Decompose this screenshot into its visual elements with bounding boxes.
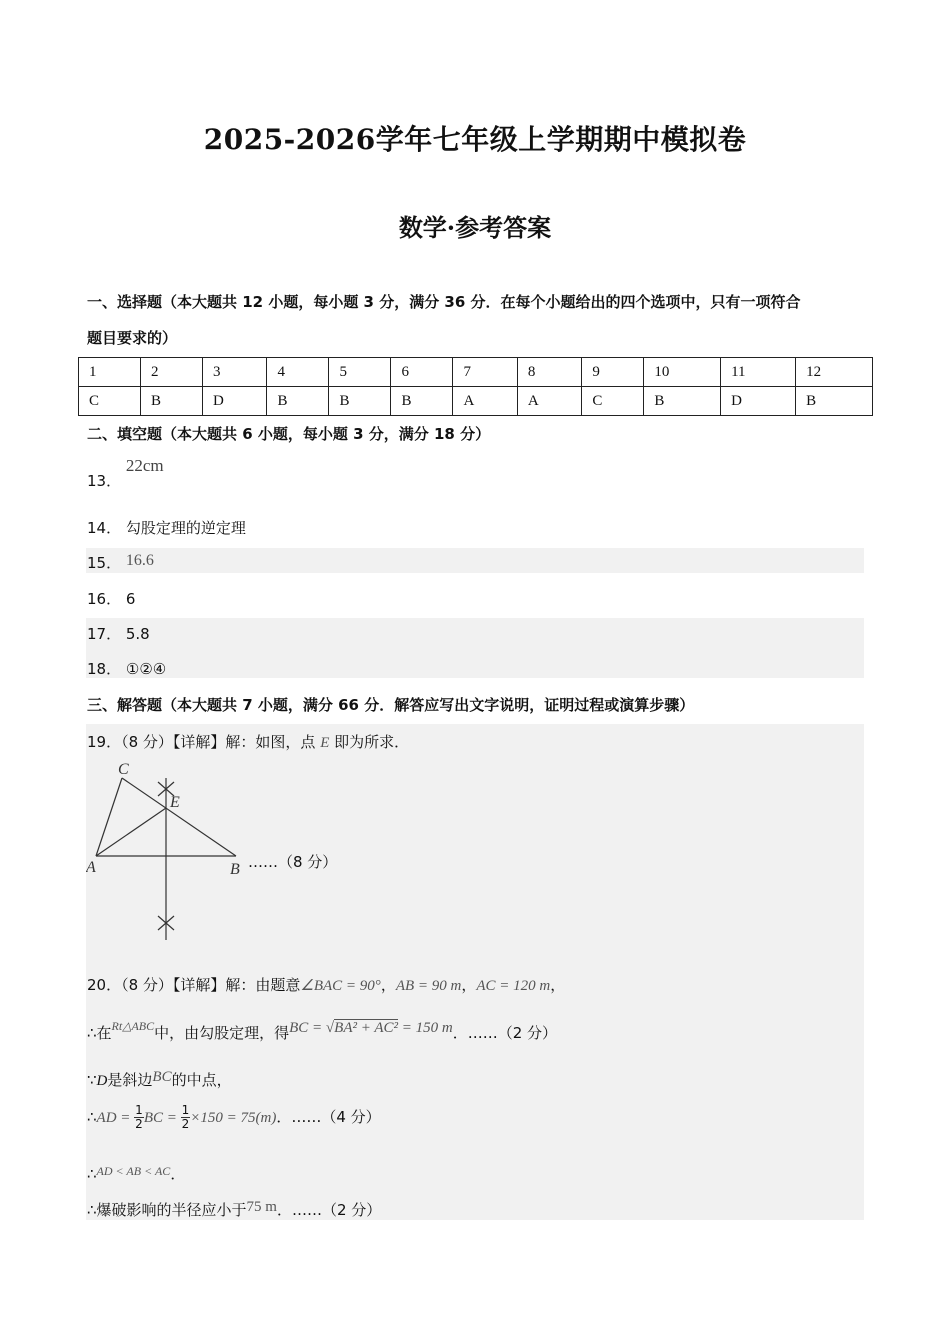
math-expr: AB = 90 m [395, 978, 462, 994]
item-number: 13． [87, 472, 122, 490]
text-segment: 的中点， [171, 1071, 232, 1089]
table-cell: B [644, 387, 721, 416]
table-cell: B [796, 387, 873, 416]
text-segment: ∴ [87, 1165, 97, 1183]
q20-line6 [87, 1199, 381, 1220]
answer-item-17 [87, 623, 150, 644]
shaded-band [86, 618, 864, 678]
table-cell: 10 [644, 358, 721, 387]
table-cell: C [79, 387, 141, 416]
label-C: C [118, 761, 129, 778]
table-cell: B [141, 387, 203, 416]
math-part: AD = [96, 1110, 135, 1126]
table-cell: B [391, 387, 453, 416]
table-cell: A [453, 387, 517, 416]
table-cell: 11 [721, 358, 796, 387]
table-cell: 8 [517, 358, 581, 387]
table-cell: 1 [79, 358, 141, 387]
table-cell: C [582, 387, 644, 416]
math-expr: ∠BAC = 90° [300, 978, 381, 994]
q20-line5 [87, 1163, 185, 1184]
math-expr: 75 m [246, 1199, 277, 1215]
fraction [134, 1104, 144, 1131]
table-cell: 2 [141, 358, 203, 387]
math-part: BA² + AC² [334, 1020, 398, 1036]
q20-score: ．……（2 分） [452, 1024, 558, 1042]
math-expr [289, 1020, 453, 1036]
math-expr: Rt△ABC [111, 1019, 155, 1033]
page-subtitle: 数学·参考答案 [398, 213, 552, 242]
text-segment: 是斜边 [107, 1071, 153, 1089]
q20-line4 [87, 1104, 381, 1131]
table-cell: D [203, 387, 267, 416]
item-number: 14． [87, 519, 122, 537]
page-title: 2025-2026学年七年级上学期期中模拟卷 [203, 123, 747, 156]
section2-heading: 二、填空题（本大题共 6 小题，每小题 3 分，满分 18 分） [87, 425, 491, 443]
answer-item-14 [87, 517, 246, 538]
table-cell: 12 [796, 358, 873, 387]
table-cell: D [721, 387, 796, 416]
q20-line1: 20．（8 分）【详解】解：由题意∠BAC = 90°，AB = 90 m，AC = 120 m， [87, 976, 566, 994]
item-answer: 22cm [125, 456, 164, 475]
table-cell: 9 [582, 358, 644, 387]
table-cell: 7 [453, 358, 517, 387]
q19-text [87, 731, 409, 752]
text-segment: ． [170, 1165, 186, 1183]
table-cell: B [329, 387, 391, 416]
answer-item-13 [87, 456, 164, 491]
section1-heading-line1: 一、选择题（本大题共 12 小题，每小题 3 分，满分 36 分．在每个小题给出的四个选项中，只有一项符合 [87, 293, 801, 311]
answer-table-answer-row [79, 387, 873, 416]
text-segment: ∴在 [87, 1024, 112, 1042]
table-cell: 4 [267, 358, 329, 387]
math-part: ×150 = 75(m) [190, 1110, 277, 1126]
label-B: B [230, 861, 240, 878]
item-number: 15． [87, 554, 122, 572]
text-segment: ∵ [87, 1071, 97, 1089]
q20-prefix: 20．（8 分）【详解】解：由题意 [87, 976, 301, 994]
text-segment: ∴爆破影响的半径应小于 [87, 1201, 247, 1219]
answer-table-number-row [79, 358, 873, 387]
construction-figure [86, 758, 266, 948]
shaded-band [86, 548, 864, 573]
item-answer: 勾股定理的逆定理 [125, 521, 246, 537]
answer-item-16 [87, 588, 135, 609]
item-number: 18． [87, 660, 122, 678]
table-cell: 5 [329, 358, 391, 387]
fraction-numerator: 1 [135, 1103, 143, 1117]
q19-prefix: 19．（8 分）【详解】解：如图，点 [87, 733, 316, 751]
math-var: D [96, 1073, 108, 1089]
table-cell: 3 [203, 358, 267, 387]
math-part: BC = [143, 1110, 181, 1126]
q20-score: ．……（4 分） [276, 1108, 381, 1126]
answer-table [78, 357, 873, 416]
label-E: E [170, 794, 180, 811]
q20-line3 [87, 1069, 232, 1090]
math-expr: AC = 120 m [476, 978, 551, 994]
fraction [181, 1104, 191, 1131]
fraction-numerator: 1 [181, 1103, 190, 1117]
sqrt-icon: √ [325, 1020, 335, 1036]
q19-score: ……（8 分） [248, 853, 338, 871]
math-var: E [320, 735, 330, 751]
q20-score: ．……（2 分） [276, 1201, 382, 1219]
table-cell: A [517, 387, 581, 416]
item-answer: 5.8 [125, 625, 150, 643]
section3-heading: 三、解答题（本大题共 7 小题，满分 66 分．解答应写出文字说明，证明过程或演算步骤） [87, 696, 695, 714]
math-part: = 150 m [398, 1020, 453, 1036]
section1-heading-line2: 题目要求的） [87, 329, 178, 347]
item-number: 16． [87, 590, 122, 608]
text-segment: ∴ [87, 1108, 97, 1126]
item-answer: 6 [125, 590, 136, 608]
math-var: BC [152, 1069, 172, 1085]
math-expr: AD < AB < AC [96, 1164, 171, 1178]
fraction-denominator: 2 [135, 1117, 143, 1131]
table-cell: B [267, 387, 329, 416]
text-segment: 中，由勾股定理，得 [154, 1024, 290, 1042]
item-answer: 16.6 [125, 552, 154, 569]
label-A: A [86, 859, 96, 876]
item-answer: ①②④ [125, 662, 167, 678]
answer-item-15 [87, 552, 154, 573]
math-part: BC = [289, 1020, 326, 1036]
q20-line2 [87, 1019, 558, 1043]
table-cell: 6 [391, 358, 453, 387]
answer-item-18 [87, 658, 166, 679]
q19-suffix: 即为所求． [334, 735, 410, 751]
fraction-denominator: 2 [181, 1117, 190, 1131]
item-number: 17． [87, 625, 122, 643]
